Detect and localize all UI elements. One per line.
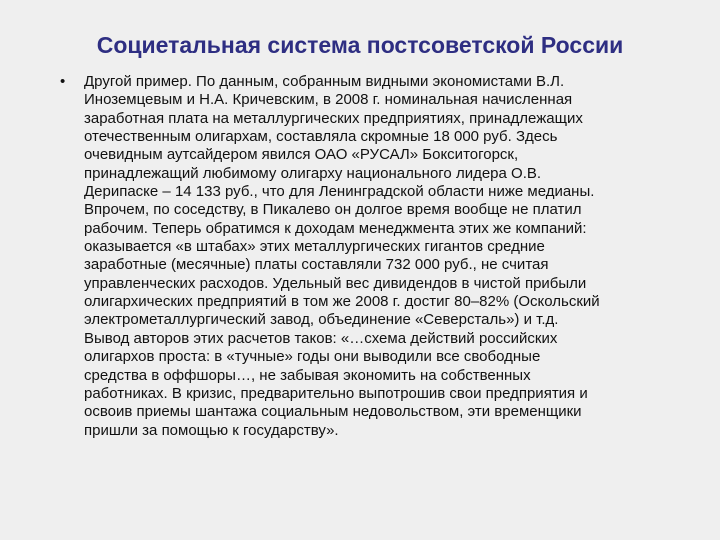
text-line: принадлежащий любимому олигарху национального лидера О.В. xyxy=(84,164,542,182)
text-line: пришли за помощью к государству». xyxy=(84,421,339,439)
text-line: Дерипаске – 14 133 руб., что для Ленинградской области ниже медианы. xyxy=(84,183,595,201)
slide-title: Социетальная система постсоветской России xyxy=(96,32,624,58)
bullet-icon: • xyxy=(60,73,66,90)
text-line: рабочим. Теперь обратимся к доходам менеджмента этих же компаний: xyxy=(84,219,587,237)
text-line: очевидным аутсайдером явился ОАО «РУСАЛ» Бокситогорск, xyxy=(84,146,519,164)
text-line: олигархов проста: в «тучные» годы они выводили все свободные xyxy=(84,348,541,366)
bullet-item xyxy=(60,73,696,440)
text-line: управленческих расходов. Удельный вес дивидендов в чистой прибыли xyxy=(84,274,587,292)
text-line: олигархических предприятий в том же 2008 г. достиг 80–82% (Оскольский xyxy=(84,293,600,311)
text-line: отечественным олигархам, составляла скромные 18 000 руб. Здесь xyxy=(84,128,558,146)
text-line: заработные (месячные) платы составляли 732 000 руб., не считая xyxy=(84,256,549,274)
text-line: работниках. В кризис, предварительно выпотрошив свои предприятия и xyxy=(84,384,588,402)
text-line: освоив приемы шантажа социальным недовольством, эти временщики xyxy=(84,403,582,421)
text-line: заработная плата на металлургических предприятиях, принадлежащих xyxy=(84,109,583,127)
text-line: оказывается «в штабах» этих металлургических гигантов средние xyxy=(84,238,545,256)
bullet-text xyxy=(84,73,696,440)
text-line: электрометаллургический завод, объединение «Северсталь») и т.д. xyxy=(84,311,559,329)
text-line: средства в оффшоры…, не забывая экономить на собственных xyxy=(84,366,531,384)
text-line: Впрочем, по соседству, в Пикалево он долгое время вообще не платил xyxy=(84,201,582,219)
text-line: Другой пример. По данным, собранным видными экономистами В.Л. xyxy=(84,73,565,90)
text-line: Вывод авторов этих расчетов таков: «…схема действий российских xyxy=(84,329,558,347)
slide-content xyxy=(60,73,696,440)
text-line: Иноземцевым и Н.А. Кричевским, в 2008 г. номинальная начисленная xyxy=(84,91,573,109)
